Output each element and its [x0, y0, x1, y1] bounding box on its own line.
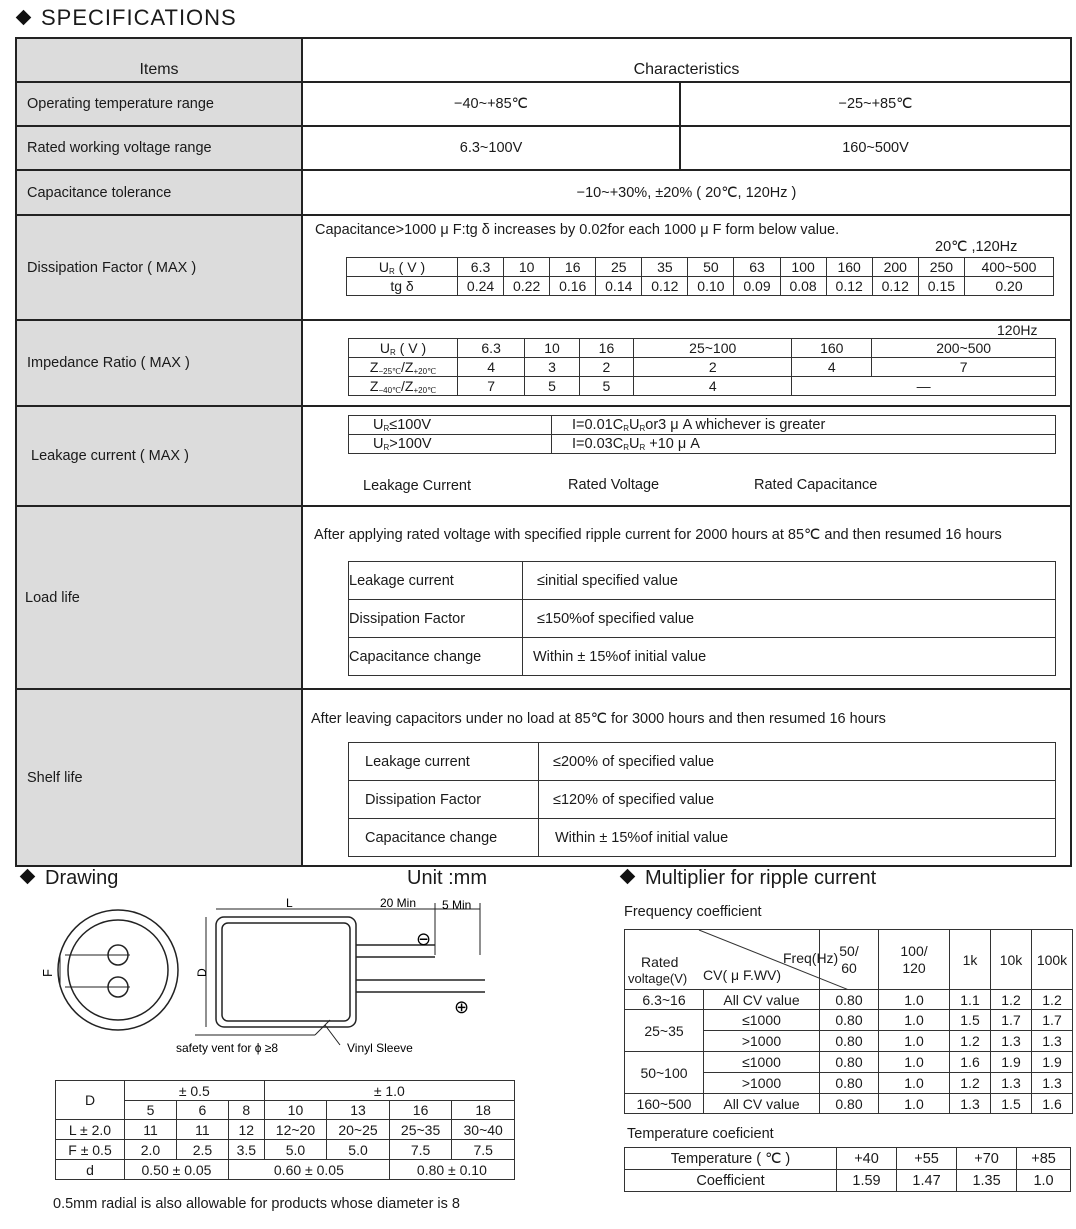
header-characteristics: Characteristics	[302, 38, 1071, 82]
cap-tolerance-value: −10~+30%, ±20% ( 20℃, 120Hz )	[302, 170, 1071, 215]
imp-u-unit: ( V )	[395, 340, 427, 356]
diamond-bullet-icon	[16, 10, 32, 26]
leak-val-text: I=0.03C	[572, 436, 624, 452]
impedance-content	[302, 320, 1071, 406]
imp-z25-row	[349, 358, 1056, 377]
dim-diam: 13	[327, 1101, 390, 1120]
freq-row	[625, 990, 1073, 1010]
df-voltage-row	[347, 258, 1054, 277]
df-v: 63	[734, 258, 780, 277]
df-v: 25	[596, 258, 642, 277]
load-key: Leakage current	[349, 562, 523, 600]
df-tg: 0.12	[826, 277, 872, 296]
freq-val: 0.80	[820, 1073, 879, 1094]
imp-z40-head	[349, 377, 458, 396]
coef-head: Coefficient	[625, 1170, 837, 1192]
dim-diam: 5	[125, 1101, 177, 1120]
dim-F: 2.0	[125, 1140, 177, 1160]
leakage-table	[348, 415, 1056, 454]
temp-col: +70	[957, 1148, 1017, 1170]
shelf-life-box	[303, 690, 1070, 865]
freq-col-100k: 100k	[1032, 930, 1073, 990]
ripple-title-text: Multiplier for ripple current	[645, 867, 877, 889]
dim-head-D: D	[56, 1081, 125, 1120]
imp-u-sub: R	[390, 348, 396, 357]
dissipation-content	[302, 215, 1071, 320]
impedance-label: Impedance Ratio ( MAX )	[16, 320, 302, 406]
specifications-title	[18, 5, 237, 31]
imp-z25-head	[349, 358, 458, 377]
dissipation-table	[346, 257, 1054, 296]
specifications-table	[15, 37, 1072, 867]
temp-col: +55	[897, 1148, 957, 1170]
load-row	[349, 638, 1056, 676]
imp-z25: 2	[579, 358, 633, 377]
dim-F: 2.5	[176, 1140, 228, 1160]
leak-legend-voltage: Rated Voltage	[568, 477, 660, 493]
header-items: Items	[16, 38, 302, 82]
df-tg: 0.14	[596, 277, 642, 296]
cap-tolerance-row	[16, 170, 1071, 215]
freq-val: 1.0	[879, 1094, 950, 1114]
dim-diam: 16	[389, 1101, 452, 1120]
leak-cond-1	[349, 416, 552, 435]
imp-z: Z	[369, 378, 379, 394]
dim-d: 0.60 ± 0.05	[228, 1160, 389, 1180]
dissipation-row	[16, 215, 1071, 320]
freq-val: 1.0	[879, 1073, 950, 1094]
imp-z40: 5	[525, 377, 579, 396]
freq-col-1k: 1k	[950, 930, 991, 990]
freq-voltage: 6.3~16	[625, 990, 704, 1010]
df-v: 250	[918, 258, 964, 277]
df-u: U	[378, 259, 389, 275]
freq-val: 1.0	[879, 1052, 950, 1073]
load-value: ≤150%of specified value	[523, 600, 1056, 638]
leak-val-sub: R	[623, 424, 629, 433]
freq-col-100	[879, 930, 950, 990]
freq-val: 1.2	[950, 1073, 991, 1094]
freq-voltage: 25~35	[625, 1010, 704, 1052]
freq-head-diag	[625, 930, 839, 990]
imp-v: 200~500	[872, 339, 1056, 358]
leak-val-sub: R	[639, 424, 646, 433]
load-key: Capacitance change	[349, 638, 523, 676]
impedance-freq: 120Hz	[997, 322, 1038, 338]
safety-vent-label: safety vent for ϕ ≥8	[176, 1041, 279, 1055]
load-row	[349, 600, 1056, 638]
imp-z-sub: +20℃	[413, 367, 437, 376]
df-tg-row	[347, 277, 1054, 296]
leak-legend-capacitance: Rated Capacitance	[754, 477, 878, 493]
imp-v: 25~100	[634, 339, 792, 358]
load-row	[349, 562, 1056, 600]
header-row	[16, 38, 1071, 82]
df-v: 400~500	[965, 258, 1054, 277]
shelf-life-content	[302, 689, 1071, 866]
freq-col-text: 120	[902, 959, 926, 976]
dim-F: 5.0	[264, 1140, 327, 1160]
leak-val-sub: R	[623, 443, 629, 452]
cap-tolerance-label: Capacitance tolerance	[16, 170, 302, 215]
load-life-content	[302, 506, 1071, 689]
dim-diam: 10	[264, 1101, 327, 1120]
freq-val: 1.9	[991, 1052, 1032, 1073]
dim-F: 3.5	[228, 1140, 264, 1160]
frequency-coefficient-title: Frequency coefficient	[624, 904, 762, 920]
freq-val: 1.3	[1032, 1031, 1073, 1052]
leak-u-sub: R	[383, 424, 390, 433]
freq-val: 1.3	[991, 1073, 1032, 1094]
imp-v: 160	[792, 339, 872, 358]
drawing-title	[22, 867, 118, 890]
freq-cv: ≤1000	[704, 1052, 820, 1073]
impedance-box	[303, 321, 1070, 405]
leak-legend-current: Leakage Current	[363, 478, 472, 494]
shelf-value: ≤120% of specified value	[539, 781, 1056, 819]
freq-val: 0.80	[820, 1052, 879, 1073]
dim-F: 7.5	[389, 1140, 452, 1160]
dim-5min-label: 5 Min	[442, 898, 472, 912]
df-u-unit: ( V )	[394, 259, 426, 275]
freq-cv: >1000	[704, 1073, 820, 1094]
freq-val: 1.5	[950, 1010, 991, 1031]
op-temp-right: −25~+85℃	[838, 96, 913, 112]
dim-20min-label: 20 Min	[380, 896, 417, 910]
freq-val: 1.2	[950, 1031, 991, 1052]
df-tg: 0.08	[780, 277, 826, 296]
freq-val: 1.9	[1032, 1052, 1073, 1073]
freq-h-rated: Rated	[641, 954, 679, 970]
frequency-coefficient-table	[624, 929, 1073, 1114]
dim-diam: 8	[228, 1101, 264, 1120]
temp-col: +85	[1017, 1148, 1071, 1170]
load-value: Within ± 15%of initial value	[523, 638, 1056, 676]
dissipation-condition: 20℃ ,120Hz	[935, 239, 1018, 255]
dissipation-note: Capacitance>1000 μ F:tg δ increases by 0.02for each 1000 μ F form below value.	[315, 222, 840, 238]
shelf-key: Dissipation Factor	[349, 781, 539, 819]
imp-z25: 7	[872, 358, 1056, 377]
load-life-table	[348, 561, 1056, 676]
freq-voltage: 160~500	[625, 1094, 704, 1114]
freq-val: 1.3	[1032, 1073, 1073, 1094]
leak-val-text: U	[628, 417, 640, 433]
load-key: Dissipation Factor	[349, 600, 523, 638]
df-v: 100	[780, 258, 826, 277]
ripple-title	[622, 867, 876, 890]
imp-z-sub: +20℃	[413, 386, 437, 395]
load-life-label: Load life	[16, 506, 302, 689]
freq-val: 0.80	[820, 1010, 879, 1031]
op-temp-values	[302, 82, 1071, 126]
imp-z25: 2	[634, 358, 792, 377]
freq-row	[625, 1052, 1073, 1073]
capacitor-side-view	[195, 903, 485, 1045]
leak-val-text: U	[628, 436, 640, 452]
load-life-box	[303, 507, 1070, 688]
dim-L: 12	[228, 1120, 264, 1140]
imp-z-sub: −25℃	[378, 367, 402, 376]
imp-z40-row	[349, 377, 1056, 396]
shelf-key: Leakage current	[349, 743, 539, 781]
imp-voltage-row	[349, 339, 1056, 358]
df-voltage-head	[347, 258, 458, 277]
dim-diam: 18	[452, 1101, 515, 1120]
imp-z40: —	[792, 377, 1056, 396]
specifications-title-text: SPECIFICATIONS	[41, 5, 237, 30]
coef-val: 1.0	[1017, 1170, 1071, 1192]
dimension-note: 0.5mm radial is also allowable for products whose diameter is 8	[53, 1196, 460, 1212]
rated-voltage-right: 160~500V	[842, 140, 909, 156]
leakage-box	[303, 407, 1070, 505]
dim-d-row	[56, 1160, 515, 1180]
load-life-row	[16, 506, 1071, 689]
drawing-title-text: Drawing	[45, 867, 119, 889]
diamond-bullet-icon	[620, 869, 636, 885]
coef-row	[625, 1170, 1071, 1192]
dim-d: 0.80 ± 0.10	[389, 1160, 514, 1180]
shelf-row	[349, 819, 1056, 857]
df-tg-head: tg δ	[347, 277, 458, 296]
dim-F: 5.0	[327, 1140, 390, 1160]
rated-voltage-label: Rated working voltage range	[16, 126, 302, 170]
shelf-row	[349, 743, 1056, 781]
df-v: 6.3	[458, 258, 504, 277]
temp-head: Temperature ( ℃ )	[625, 1148, 837, 1170]
leakage-content	[302, 406, 1071, 506]
imp-z40: 4	[634, 377, 792, 396]
load-life-note: After applying rated voltage with specified ripple current for 2000 hours at 85℃ and then resumed 16 hours	[314, 527, 1002, 543]
impedance-table	[348, 338, 1056, 396]
freq-val: 1.5	[991, 1094, 1032, 1114]
leak-val-2	[552, 435, 1056, 454]
leak-val-text: I=0.01C	[572, 417, 624, 433]
dim-L: 11	[125, 1120, 177, 1140]
op-temp-split	[303, 83, 1070, 125]
imp-z-sub: −40℃	[378, 386, 402, 395]
freq-col-text: 50/	[839, 942, 859, 959]
dim-F-row	[56, 1140, 515, 1160]
freq-val: 0.80	[820, 1094, 879, 1114]
imp-z: /Z	[401, 359, 414, 375]
freq-val: 1.6	[950, 1052, 991, 1073]
imp-z40: 5	[579, 377, 633, 396]
leak-val-text: or3 μ A whichever is greater	[645, 417, 826, 433]
op-temp-left: −40~+85℃	[303, 83, 681, 125]
imp-z: /Z	[401, 378, 414, 394]
leak-u-sub: R	[383, 443, 390, 452]
capacitor-front-view	[58, 910, 178, 1030]
freq-val: 1.3	[991, 1031, 1032, 1052]
dim-F-label: F	[40, 969, 55, 977]
dissipation-label: Dissipation Factor ( MAX )	[16, 215, 302, 320]
dim-L-row	[56, 1120, 515, 1140]
df-v: 160	[826, 258, 872, 277]
imp-z40: 7	[458, 377, 525, 396]
dim-F: 7.5	[452, 1140, 515, 1160]
df-tg: 0.09	[734, 277, 780, 296]
temp-row	[625, 1148, 1071, 1170]
df-tg: 0.15	[918, 277, 964, 296]
temperature-coefficient-title: Temperature coeficient	[627, 1126, 774, 1142]
shelf-life-row	[16, 689, 1071, 866]
freq-val: 1.7	[1032, 1010, 1073, 1031]
leak-cond-2	[349, 435, 552, 454]
freq-cv: All CV value	[704, 1094, 820, 1114]
op-temp-label: Operating temperature range	[16, 82, 302, 126]
freq-col-text: 60	[841, 959, 857, 976]
imp-z: Z	[369, 359, 379, 375]
df-tg: 0.12	[642, 277, 688, 296]
imp-v: 10	[525, 339, 579, 358]
df-v: 35	[642, 258, 688, 277]
temperature-coefficient-table	[624, 1147, 1071, 1192]
leak-row-1	[349, 416, 1056, 435]
leak-val-1	[552, 416, 1056, 435]
diamond-bullet-icon	[20, 869, 36, 885]
freq-val: 1.3	[950, 1094, 991, 1114]
dim-diam: 6	[176, 1101, 228, 1120]
freq-val: 1.1	[950, 990, 991, 1010]
df-v: 200	[872, 258, 918, 277]
freq-val: 1.7	[991, 1010, 1032, 1031]
freq-val: 1.0	[879, 1010, 950, 1031]
dim-F-head: F ± 0.5	[56, 1140, 125, 1160]
dim-D-label: D	[195, 968, 209, 977]
freq-h-cv: CV( μ F.WV)	[703, 967, 782, 983]
freq-val: 0.80	[820, 990, 879, 1010]
imp-v: 6.3	[458, 339, 525, 358]
df-v: 50	[688, 258, 734, 277]
df-u-sub: R	[389, 267, 395, 276]
dim-L: 30~40	[452, 1120, 515, 1140]
freq-val: 1.0	[879, 1031, 950, 1052]
capacitor-drawing	[30, 895, 500, 1065]
freq-row	[625, 1010, 1073, 1031]
rated-voltage-left: 6.3~100V	[303, 127, 681, 169]
freq-cv: ≤1000	[704, 1010, 820, 1031]
leak-cond-text: >100V	[389, 436, 432, 452]
shelf-value: ≤200% of specified value	[539, 743, 1056, 781]
coef-val: 1.59	[837, 1170, 897, 1192]
leakage-label: Leakage current ( MAX )	[16, 406, 302, 506]
freq-cv: All CV value	[704, 990, 820, 1010]
imp-u: U	[379, 340, 390, 356]
dim-d: 0.50 ± 0.05	[125, 1160, 229, 1180]
imp-z25: 4	[458, 358, 525, 377]
df-tg: 0.12	[872, 277, 918, 296]
plus-terminal-icon: ⊕	[454, 997, 470, 1018]
leak-val-text: +10 μ A	[645, 436, 700, 452]
dim-L: 12~20	[264, 1120, 327, 1140]
dim-L: 25~35	[389, 1120, 452, 1140]
df-tg: 0.24	[458, 277, 504, 296]
imp-u-head	[349, 339, 458, 358]
dim-L-label: L	[286, 896, 293, 910]
freq-col-10k: 10k	[991, 930, 1032, 990]
dim-tol-row	[56, 1081, 515, 1101]
imp-v: 16	[579, 339, 633, 358]
dim-L-head: L ± 2.0	[56, 1120, 125, 1140]
df-v: 10	[504, 258, 550, 277]
freq-val: 0.80	[820, 1031, 879, 1052]
leak-cond-text: ≤100V	[389, 417, 432, 433]
dissipation-box	[303, 216, 1070, 319]
imp-z25: 4	[792, 358, 872, 377]
coef-val: 1.35	[957, 1170, 1017, 1192]
leak-u: U	[373, 436, 384, 452]
freq-val: 1.2	[991, 990, 1032, 1010]
shelf-life-label: Shelf life	[16, 689, 302, 866]
rated-voltage-row	[16, 126, 1071, 170]
minus-terminal-icon: ⊖	[416, 929, 432, 950]
dim-tol1: ± 0.5	[125, 1081, 265, 1101]
freq-val: 1.6	[1032, 1094, 1073, 1114]
vinyl-sleeve-label: Vinyl Sleeve	[347, 1041, 413, 1055]
shelf-life-table	[348, 742, 1056, 857]
shelf-life-note: After leaving capacitors under no load at 85℃ for 3000 hours and then resumed 16 hours	[311, 711, 886, 727]
freq-voltage: 50~100	[625, 1052, 704, 1094]
shelf-value: Within ± 15%of initial value	[539, 819, 1056, 857]
freq-head-row	[625, 930, 1073, 990]
dim-tol2: ± 1.0	[264, 1081, 514, 1101]
freq-row	[625, 1094, 1073, 1114]
freq-cv: >1000	[704, 1031, 820, 1052]
rated-voltage-values	[302, 126, 1071, 170]
dim-L: 20~25	[327, 1120, 390, 1140]
freq-h-freq: Freq(Hz)	[783, 950, 839, 966]
freq-val: 1.2	[1032, 990, 1073, 1010]
imp-z25: 3	[525, 358, 579, 377]
leak-u: U	[373, 417, 384, 433]
freq-col-text: 100/	[900, 942, 928, 959]
impedance-row	[16, 320, 1071, 406]
leak-val-sub: R	[639, 443, 646, 452]
shelf-key: Capacitance change	[349, 819, 539, 857]
dim-d-head: d	[56, 1160, 125, 1180]
coef-val: 1.47	[897, 1170, 957, 1192]
leak-row-2	[349, 435, 1056, 454]
df-tg: 0.10	[688, 277, 734, 296]
dimension-table	[55, 1080, 515, 1180]
rated-voltage-split	[303, 127, 1070, 169]
freq-val: 1.0	[879, 990, 950, 1010]
op-temp-row	[16, 82, 1071, 126]
leakage-row	[16, 406, 1071, 506]
temp-col: +40	[837, 1148, 897, 1170]
dim-L: 11	[176, 1120, 228, 1140]
dim-diam-row	[56, 1101, 515, 1120]
drawing-unit: Unit :mm	[407, 867, 487, 889]
df-tg: 0.16	[550, 277, 596, 296]
freq-h-voltage: voltage(V)	[628, 971, 688, 986]
load-value: ≤initial specified value	[523, 562, 1056, 600]
df-tg: 0.22	[504, 277, 550, 296]
shelf-row	[349, 781, 1056, 819]
df-v: 16	[550, 258, 596, 277]
df-tg: 0.20	[965, 277, 1054, 296]
